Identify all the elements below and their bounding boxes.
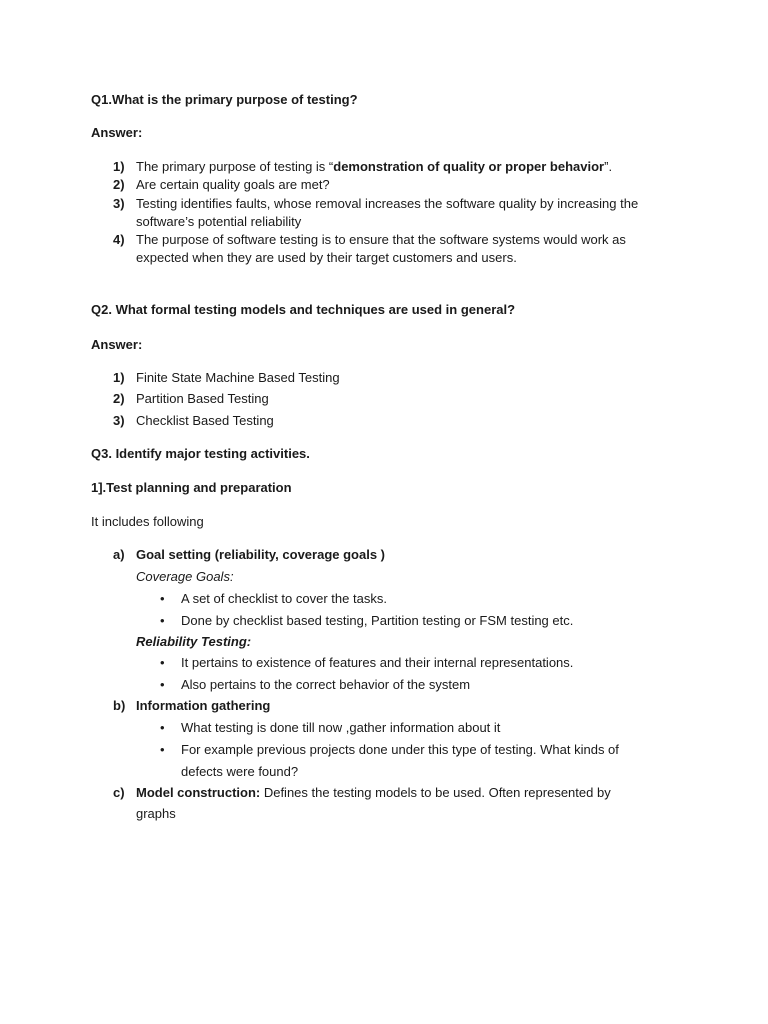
q3-a-label: a) [113, 547, 125, 562]
info-bullet-2-line2: defects were found? [181, 764, 299, 779]
bullet-icon: • [160, 677, 165, 692]
q2-question: Q2. What formal testing models and techniques are used in general? [91, 302, 516, 317]
q2-item-2-number: 2) [113, 391, 125, 406]
q3-question: Q3. Identify major testing activities. [91, 446, 310, 461]
info-bullet-1: What testing is done till now ,gather information about it [181, 720, 501, 735]
q2-item-1-number: 1) [113, 370, 125, 385]
q3-c-line2: graphs [136, 806, 176, 821]
q1-item-1-number: 1) [113, 159, 125, 174]
q1-item-2-number: 2) [113, 177, 125, 192]
q3-b-title: Information gathering [136, 698, 271, 713]
q1-item-1-bold: demonstration of quality or proper behavior [333, 159, 605, 174]
q2-item-3-number: 3) [113, 413, 125, 428]
q1-item-2: Are certain quality goals are met? [136, 177, 330, 192]
q1-item-4-line2: expected when they are used by their target customers and users. [136, 250, 517, 265]
q3-intro: It includes following [91, 514, 204, 529]
q3-c-label: c) [113, 785, 125, 800]
q1-item-3-number: 3) [113, 196, 125, 211]
coverage-bullet-1: A set of checklist to cover the tasks. [181, 591, 387, 606]
coverage-bullet-2: Done by checklist based testing, Partition testing or FSM testing etc. [181, 613, 574, 628]
q1-item-4-number: 4) [113, 232, 125, 247]
q3-section-title: 1].Test planning and preparation [91, 480, 292, 495]
q1-answer-label: Answer: [91, 125, 143, 140]
q3-b-label: b) [113, 698, 126, 713]
q2-answer-label: Answer: [91, 337, 143, 352]
q1-item-1-post: ”. [604, 159, 613, 174]
q2-item-2: Partition Based Testing [136, 391, 269, 406]
q1-item-1-pre: The primary purpose of testing is “ [136, 159, 334, 174]
q1-item-3-line2: software’s potential reliability [136, 214, 302, 229]
q3-a-title: Goal setting (reliability, coverage goals ) [136, 547, 385, 562]
q3-c-title: Model construction: [136, 785, 261, 800]
q3-c-rest: Defines the testing models to be used. Often represented by [260, 785, 611, 800]
q1-item-1 [136, 159, 612, 175]
info-bullet-2-line1: For example previous projects done under this type of testing. What kinds of [181, 742, 619, 757]
q2-item-3: Checklist Based Testing [136, 413, 274, 428]
q3-c-line1 [136, 785, 611, 801]
coverage-goals-heading: Coverage Goals: [136, 569, 234, 584]
q1-question: Q1.What is the primary purpose of testing? [91, 92, 358, 107]
bullet-icon: • [160, 742, 165, 757]
q1-item-4-line1: The purpose of software testing is to ensure that the software systems would work as [136, 232, 626, 247]
reliability-bullet-2: Also pertains to the correct behavior of the system [181, 677, 471, 692]
bullet-icon: • [160, 720, 165, 735]
bullet-icon: • [160, 613, 165, 628]
reliability-bullet-1: It pertains to existence of features and their internal representations. [181, 655, 574, 670]
reliability-testing-heading: Reliability Testing: [136, 634, 252, 649]
bullet-icon: • [160, 655, 165, 670]
bullet-icon: • [160, 591, 165, 606]
q1-item-3-line1: Testing identifies faults, whose removal increases the software quality by increasing the [136, 196, 639, 211]
q2-item-1: Finite State Machine Based Testing [136, 370, 340, 385]
